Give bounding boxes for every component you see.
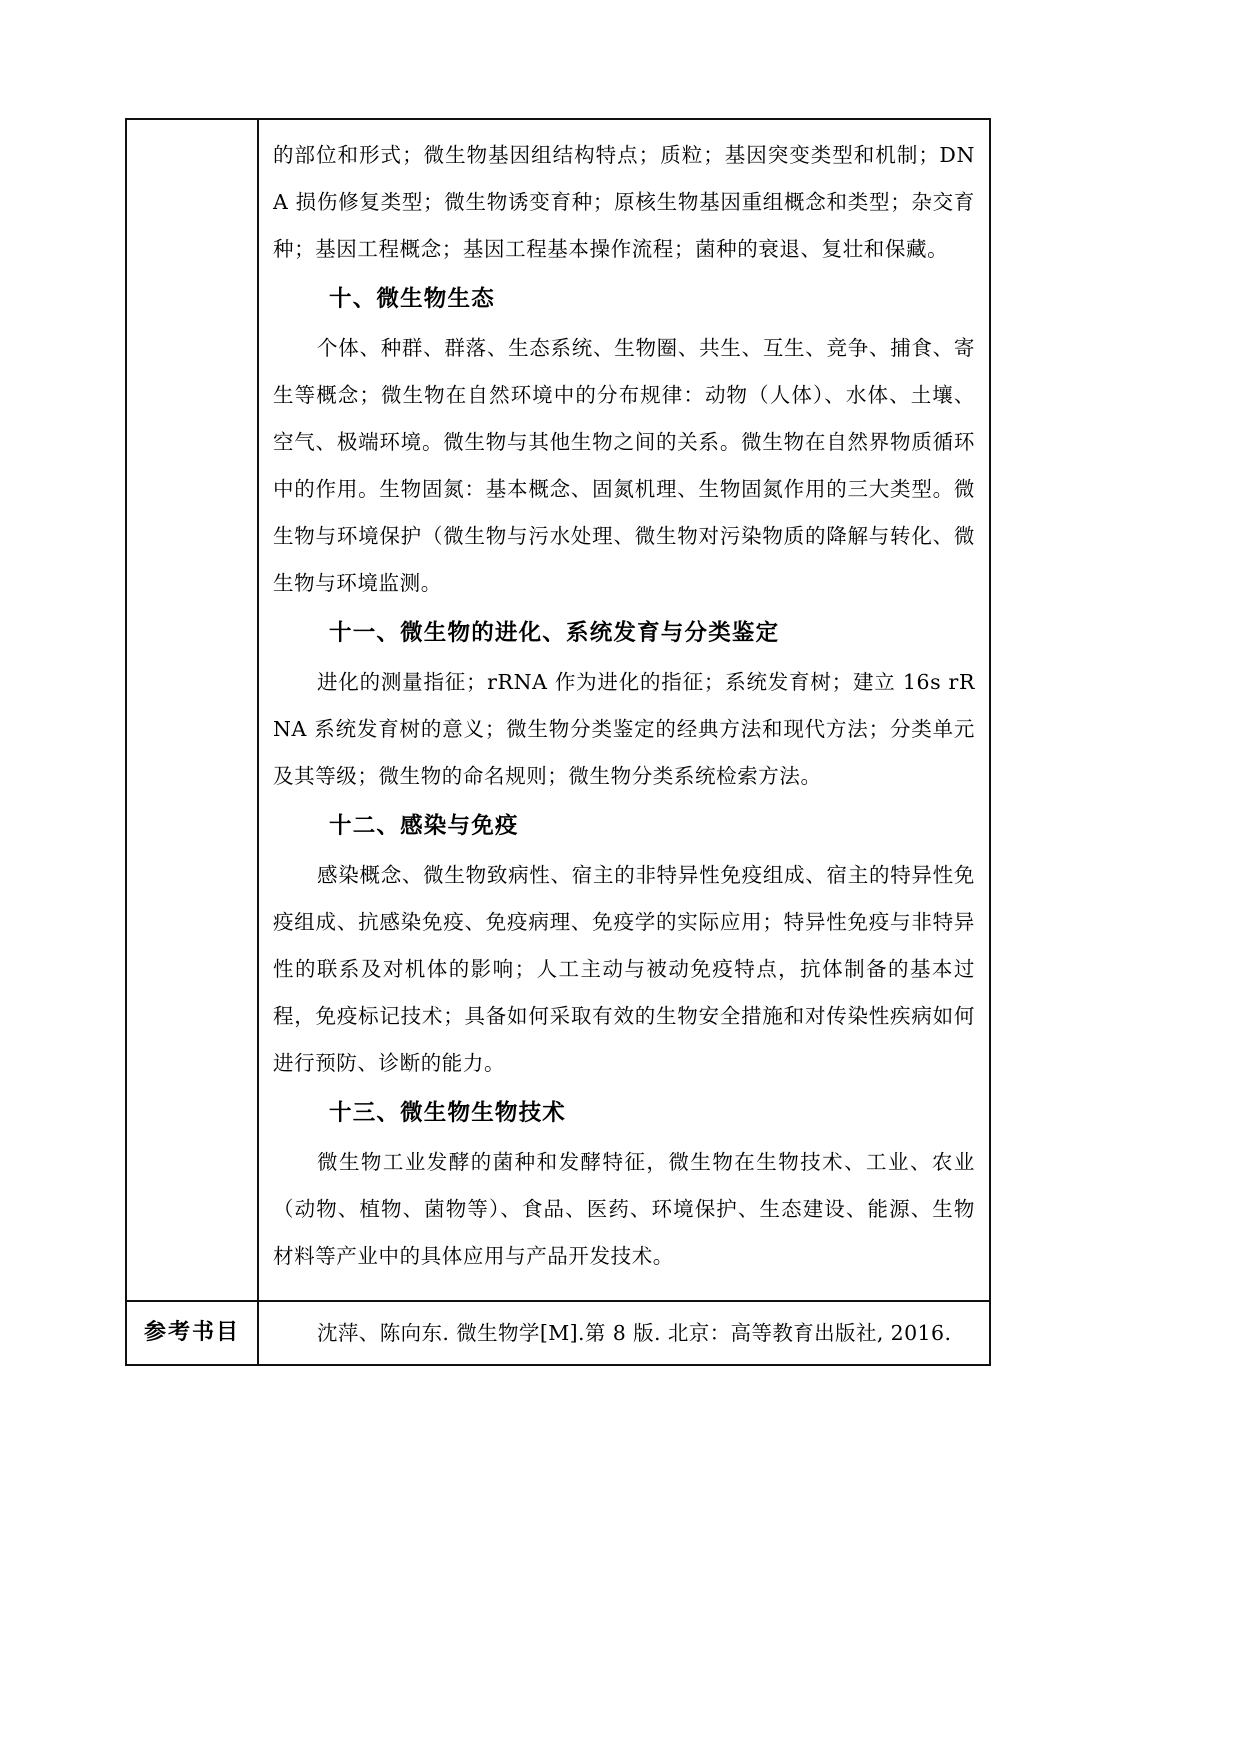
syllabus-table	[125, 118, 991, 1366]
reference-cell-inner	[259, 1302, 989, 1364]
empty-label-spacer	[127, 120, 257, 1300]
heading-section-12: 十二、感染与免疫	[329, 813, 519, 839]
heading-section-11: 十一、微生物的进化、系统发育与分类鉴定	[329, 620, 780, 646]
reference-text: 沈萍、陈向东. 微生物学[M].第 8 版. 北京：高等教育出版社, 2016.	[317, 1321, 952, 1345]
heading-section-13: 十三、微生物生物技术	[329, 1100, 567, 1126]
heading-section-10: 十、微生物生态	[329, 286, 495, 312]
content-cell-inner	[259, 120, 989, 1296]
paragraph-section-13: 微生物工业发酵的菌种和发酵特征，微生物在生物技术、工业、农业（动物、植物、菌物等）、食品、医药、环境保护、生态建设、能源、生物材料等产业中的具体应用与产品开发技术。	[273, 1150, 975, 1268]
paragraph-section-10: 个体、种群、群落、生态系统、生物圈、共生、互生、竞争、捕食、寄生等概念；微生物在自然环境中的分布规律：动物（人体）、水体、土壤、空气、极端环境。微生物与其他生物之间的关系。微生物在自然界物质循环中的作用。生物固氮：基本概念、固氮机理、生物固氮作用的三大类型。微生物与环境保护（微生物与污水处理、微生物对污染物质的降解与转化、微生物与环境监测。	[273, 336, 975, 595]
content-cell	[258, 119, 990, 1301]
reference-label-cell	[126, 1301, 258, 1365]
table-row-reference	[126, 1301, 990, 1365]
paragraph-continuation: 的部位和形式；微生物基因组结构特点；质粒；基因突变类型和机制；DNA 损伤修复类型；微生物诱变育种；原核生物基因重组概念和类型；杂交育种；基因工程概念；基因工程基本操作流程；菌种的衰退、复壮和保藏。	[273, 143, 975, 261]
reference-label: 参考书目	[143, 1320, 240, 1345]
reference-content-cell	[258, 1301, 990, 1365]
table-row-content	[126, 119, 990, 1301]
paragraph-section-11: 进化的测量指征；rRNA 作为进化的指征；系统发育树；建立 16s rRNA 系统发育树的意义；微生物分类鉴定的经典方法和现代方法；分类单元及其等级；微生物的命名规则；微生物分类系统检索方法。	[273, 670, 975, 788]
paragraph-section-12: 感染概念、微生物致病性、宿主的非特异性免疫组成、宿主的特异性免疫组成、抗感染免疫、免疫病理、免疫学的实际应用；特异性免疫与非特异性的联系及对机体的影响；人工主动与被动免疫特点，抗体制备的基本过程，免疫标记技术；具备如何采取有效的生物安全措施和对传染性疾病如何进行预防、诊断的能力。	[273, 863, 975, 1075]
left-label-cell-empty	[126, 119, 258, 1301]
